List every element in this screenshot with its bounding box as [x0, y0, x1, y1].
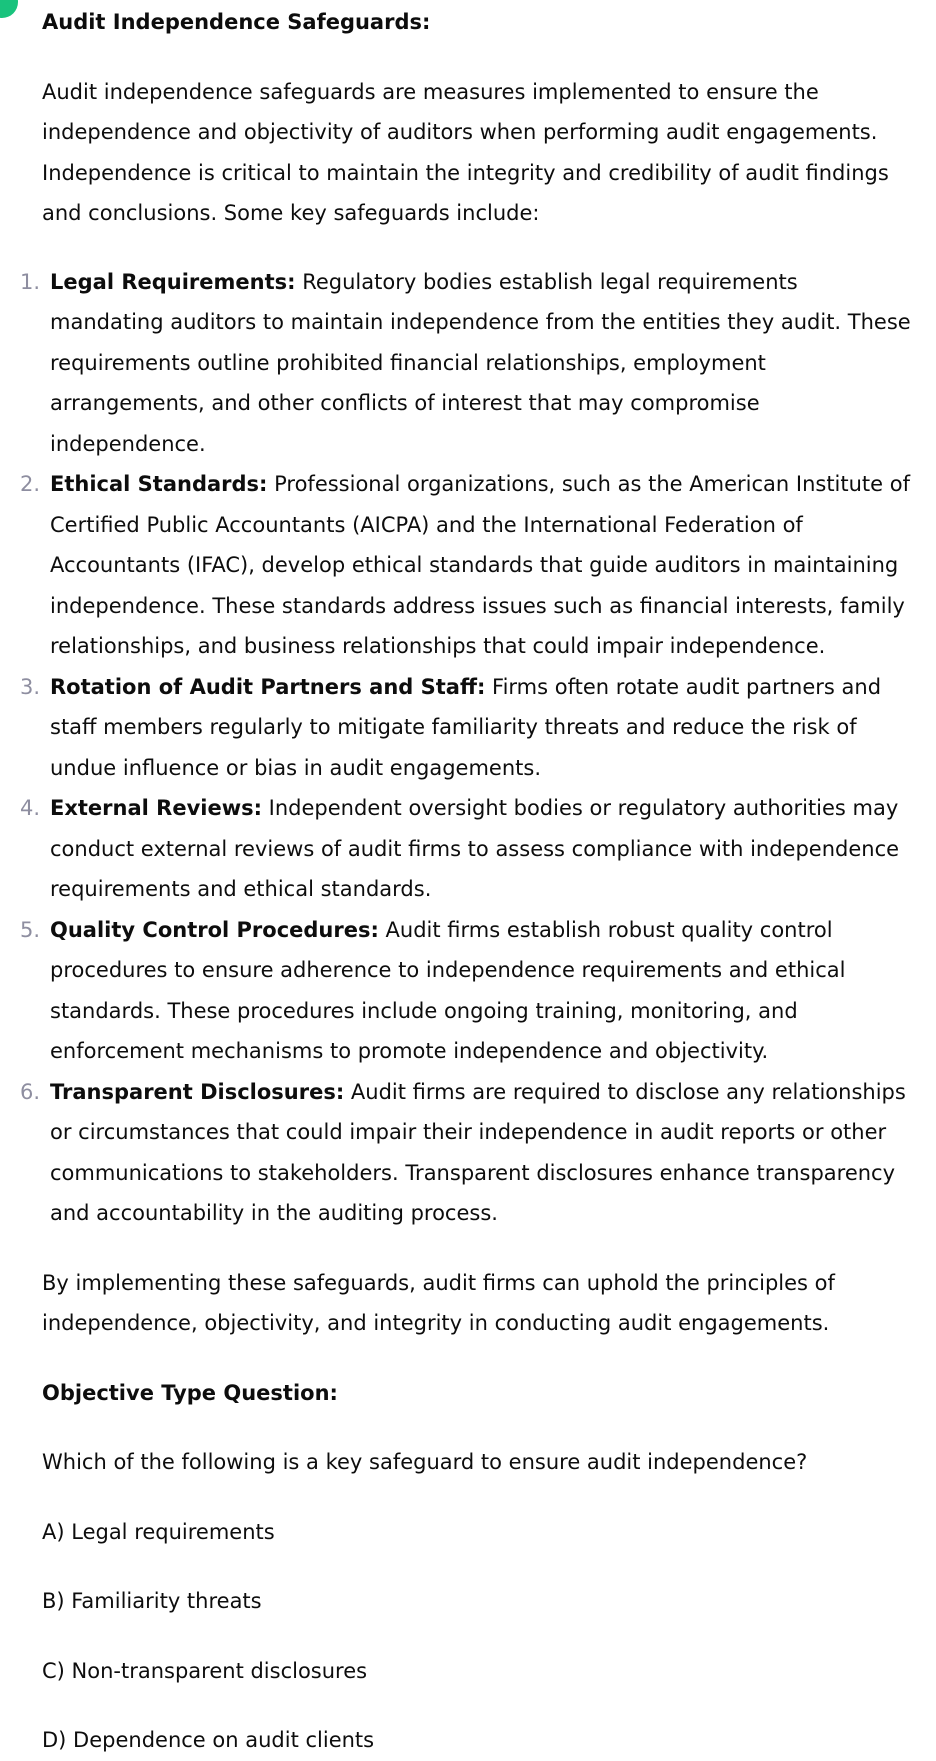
list-item-title: Legal Requirements:: [50, 269, 296, 294]
list-item-text: Audit firms are required to disclose any relationships or circumstances that could impair their independence in audit reports or other communications to stakeholders. Transparent disclosures enhance transparency and accountability in the auditing process.: [50, 1079, 906, 1225]
answer-option-b: B) Familiarity threats: [42, 1589, 262, 1613]
question-text: Which of the following is a key safeguard to ensure audit independence?: [42, 1450, 808, 1474]
question-heading: Objective Type Question:: [42, 1380, 338, 1405]
safeguards-list: [0, 262, 912, 1234]
answer-option-d: D) Dependence on audit clients: [42, 1728, 375, 1752]
conclusion-paragraph: By implementing these safeguards, audit firms can uphold the principles of independence, objectivity, and integrity in conducting audit engagements.: [42, 1270, 835, 1335]
list-number: 5.: [20, 917, 41, 942]
list-item-text: Audit firms establish robust quality control procedures to ensure adherence to independence requirements and ethical standards. These procedures include ongoing training, monitoring, and enforcement mechanisms to promote independence and objectivity.: [50, 917, 846, 1063]
answer-option-c: C) Non-transparent disclosures: [42, 1658, 368, 1683]
list-item-title: External Reviews:: [50, 796, 262, 820]
list-number: 3.: [20, 674, 41, 699]
list-number: 2.: [20, 472, 41, 496]
list-number: 1.: [20, 269, 41, 294]
list-item-title: Quality Control Procedures:: [50, 917, 379, 942]
list-item: [0, 667, 912, 789]
assistant-avatar: [0, 0, 18, 18]
intro-paragraph: Audit independence safeguards are measures implemented to ensure the independence and objectivity of auditors when performing audit engagements. Independence is critical to maintain the integrity and credibility of audit findings and conclusions. Some key safeguards include:: [42, 79, 889, 225]
list-item-title: Ethical Standards:: [50, 472, 268, 496]
message-content: [20, 0, 912, 1761]
answer-option-a: A) Legal requirements: [42, 1519, 275, 1544]
list-item: [0, 788, 912, 910]
list-item: [0, 1072, 912, 1234]
section-heading: Audit Independence Safeguards:: [42, 10, 431, 34]
list-item-text: Professional organizations, such as the American Institute of Certified Public Accountants (AICPA) and the International Federation of Accountants (IFAC), develop ethical standards that guide auditors in maintaining independence. These standards address issues such as financial interests, family relationships, and business relationships that could impair independence.: [50, 472, 910, 658]
list-item-text: Firms often rotate audit partners and staff members regularly to mitigate familiarity threats and reduce the risk of undue influence or bias in audit engagements.: [50, 674, 882, 780]
list-item-title: Rotation of Audit Partners and Staff:: [50, 674, 486, 699]
list-item-text: Independent oversight bodies or regulatory authorities may conduct external reviews of audit firms to assess compliance with independence requirements and ethical standards.: [50, 796, 900, 901]
list-item: [0, 910, 912, 1072]
list-number: 6.: [20, 1079, 41, 1104]
list-number: 4.: [20, 796, 41, 820]
list-item-text: Regulatory bodies establish legal requirements mandating auditors to maintain independence from the entities they audit. These requirements outline prohibited financial relationships, employment arrangements, and other conflicts of interest that may compromise independence.: [50, 269, 911, 456]
list-item: [0, 464, 912, 667]
list-item: [0, 262, 912, 465]
list-item-title: Transparent Disclosures:: [50, 1079, 345, 1104]
